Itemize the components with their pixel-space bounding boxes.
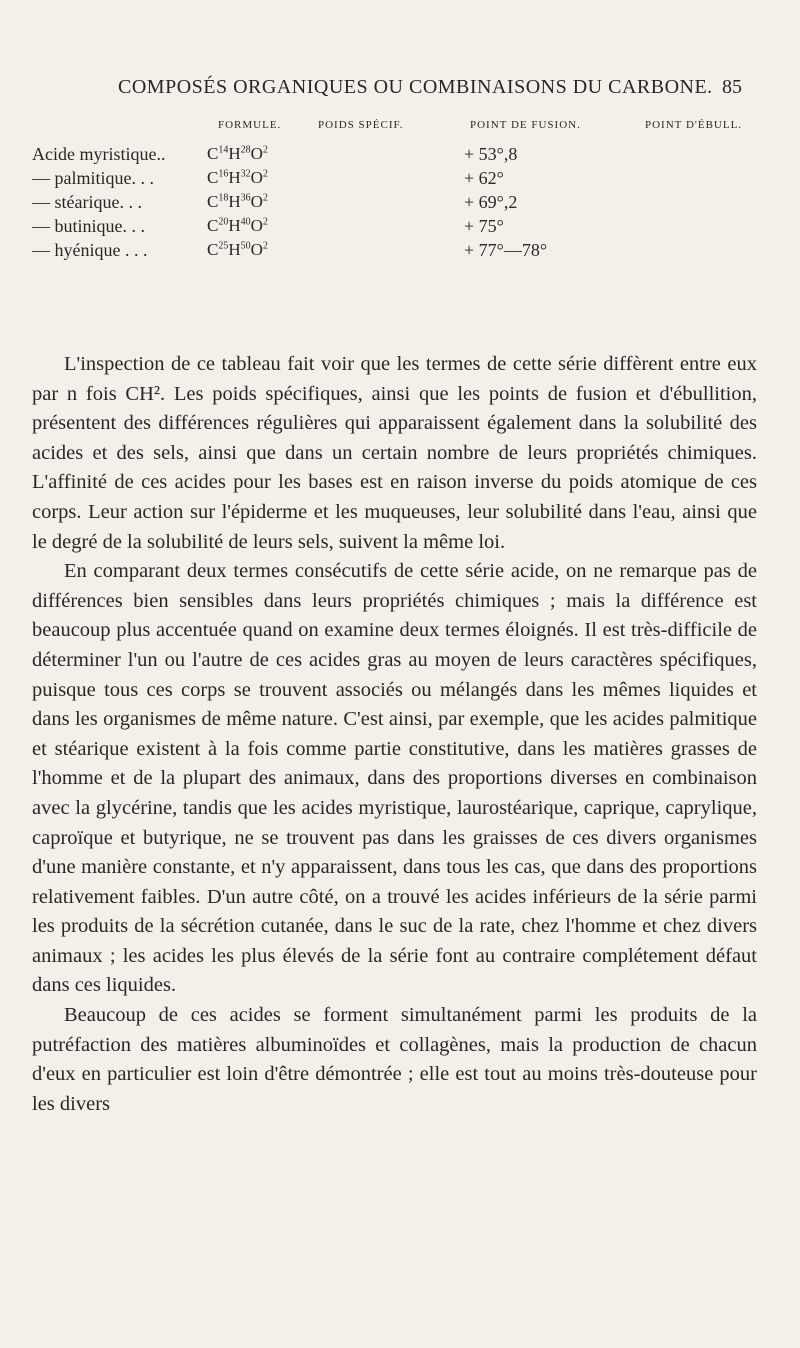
fusion-point: + 53°,8 <box>464 144 518 164</box>
acid-name: — hyénique . . . <box>32 240 148 260</box>
table-row <box>0 240 800 264</box>
header-density: POIDS SPÉCIF. <box>318 119 404 131</box>
table-row <box>0 192 800 216</box>
acid-name: Acide myristique.. <box>32 144 166 164</box>
table-row <box>0 216 800 240</box>
acid-name: — butinique. . . <box>32 216 145 236</box>
running-head-title: COMPOSÉS ORGANIQUES OU COMBINAISONS DU CARBONE. <box>118 76 713 98</box>
table-header <box>0 119 800 135</box>
fusion-point: + 62° <box>464 168 504 188</box>
table-row <box>0 144 800 168</box>
fusion-point: + 69°,2 <box>464 192 518 212</box>
table-row <box>0 168 800 192</box>
acid-formula: $C^{18}H^{36}O^2$ <box>207 192 268 211</box>
acid-name: — palmitique. . . <box>32 168 154 188</box>
header-fusion: POINT DE FUSION. <box>470 119 581 131</box>
running-head <box>0 76 800 106</box>
fusion-point: + 77°—78° <box>464 240 548 260</box>
body-text <box>32 350 757 1119</box>
acid-formula: $C^{14}H^{28}O^2$ <box>207 144 268 163</box>
fusion-point: + 75° <box>464 216 504 236</box>
acid-formula: $C^{16}H^{32}O^2$ <box>207 168 268 187</box>
acid-name: — stéarique. . . <box>32 192 142 212</box>
paragraph: En comparant deux termes consécutifs de cette série acide, on ne remarque pas de différences bien sensibles dans leurs propriétés chimiques ; mais la différence est beaucoup plus accentuée quand on examine deux termes éloignés. Il est très-difficile de déterminer l'un ou l'autre de ces acides gras au moyen de leurs caractères spécifiques, puisque tous ces corps se trouvent associés ou mélangés dans les mêmes liquides et dans les organismes de même nature. C'est ainsi, par exemple, que les acides palmitique et stéarique existent à la fois comme partie constitutive, dans les matières grasses de l'homme et de la plupart des animaux, dans des proportions diverses en combinaison avec la glycérine, tandis que les acides myristique, laurostéarique, caprique, caprylique, caproïque et butyrique, ne se trouvent pas dans les graisses de ces divers organismes d'une manière constante, et n'y apparaissent, dans tous les cas, que dans des proportions relativement faibles. D'un autre côté, on a trouvé les acides inférieurs de la série parmi les produits de la sécrétion cutanée, dans le suc de la rate, chez l'homme et chez divers animaux ; les acides les plus élevés de la série font au contraire complétement défaut dans ces liquides. <box>32 560 757 997</box>
paragraph: Beaucoup de ces acides se forment simultanément parmi les produits de la putréfaction des matières albuminoïdes et collagènes, mais la production de chacun d'eux en particulier est loin d'être démontrée ; elle est tout au moins très-douteuse pour les divers <box>32 1004 757 1115</box>
paragraph: L'inspection de ce tableau fait voir que les termes de cette série diffèrent entre eux par n fois CH². Les poids spécifiques, ainsi que les points de fusion et d'ébullition, présentent des différences régulières qui apparaissent également dans la solubilité des acides et des sels, ainsi que dans un certain nombre de leurs propriétés chimiques. L'affinité de ces acides pour les bases est en raison inverse du poids atomique de ces corps. Leur action sur l'épiderme et les muqueuses, leur solubilité dans l'eau, ainsi que le degré de la solubilité de leurs sels, suivent la même loi. <box>32 353 757 553</box>
page-number: 85 <box>722 76 742 98</box>
acid-formula: $C^{25}H^{50}O^2$ <box>207 240 268 259</box>
header-formula: FORMULE. <box>218 119 282 131</box>
header-boiling: POINT D'ÉBULL. <box>645 119 743 131</box>
acid-formula: $C^{20}H^{40}O^2$ <box>207 216 268 235</box>
